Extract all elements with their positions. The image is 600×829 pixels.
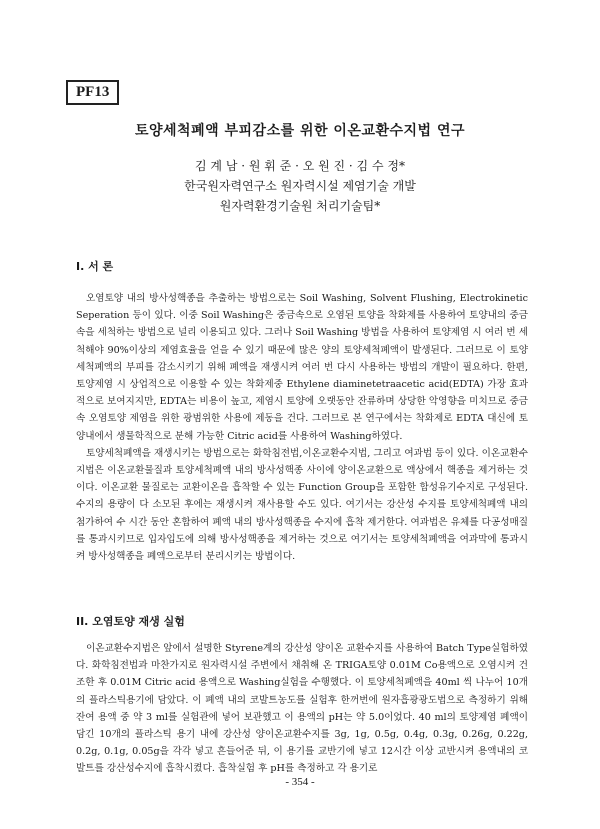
author-block	[0, 156, 600, 216]
experiment-paragraph-1: 이온교환수지법은 앞에서 설명한 Styrene계의 강산성 양이온 교환수지를 사용하여 Batch Type실험하였다. 화학침전법과 마찬가지로 원자력시설 주변에서 채취해 온 TRIGA토양 0.01M Co용액으로 오염시켜 건조한 후 0.01M Citric acid 용액으로 Washing실험을 수행했다. 이 토양세척폐액을 40ml 씩 나누어 10개의 플라스틱용기에 담았다. 이 폐액 내의 코발트농도를 실험후 한꺼번에 원자흡광광도법으로 측정하기 위해 잔여 용액 중 약 3 ml를 실험관에 넣어 보관했고 이 용액의 pH는 약 5.0이었다. 40 ml의 토양제염 폐액이 담긴 10개의 플라스틱 용기 내에 강산성 양이온교환수지를 3g, 1g, 0.5g, 0.4g, 0.3g, 0.26g, 0.22g, 0.2g, 0.1g, 0.05g을 각각 넣고 흔들어준 뒤, 이 용기를 교반기에 넣고 12시간 이상 교반시켜 용액내의 코발트를 강산성수지에 흡착시켰다. 흡착실험 후 pH를 측정하고 각 용기로	[76, 643, 528, 775]
paper-title: 토양세척폐액 부피감소를 위한 이온교환수지법 연구	[134, 123, 466, 139]
paper-code-tag: PF13	[66, 80, 119, 105]
intro-body	[76, 290, 528, 565]
section-heading-experiment: II. 오염토양 재생 실험	[76, 615, 185, 628]
page-number: - 354 -	[285, 776, 315, 788]
author-names: 김 계 남 · 원 휘 준 · 오 원 진 · 김 수 정*	[195, 159, 405, 173]
experiment-body	[76, 640, 528, 778]
affiliation-line-2: 원자력환경기술원 처리기술팀*	[219, 199, 381, 213]
intro-paragraph-1: 오염토양 내의 방사성핵종을 추출하는 방법으로는 Soil Washing, Solvent Flushing, Electrokinetic Seperation 등이 있다. 이중 Soil Washing은 중금속으로 오염된 토양을 착화제를 사용하여 토양내의 중금속을 세척하는 방법으로 널리 이용되고 있다. 그러나 Soil Washing 방법을 사용하여 토양제염 시 여러 번 세척해야 90%이상의 제염효율을 얻을 수 있기 때문에 많은 양의 토양세척폐액이 발생된다. 그러므로 이 토양세척폐액의 부피를 감소시키기 위해 폐액을 재생시켜 여러 번 다시 사용하는 방법의 개발이 필요하다. 한편,토양제염 시 상업적으로 이용할 수 있는 착화제중 Ethylene diaminetetraacetic acid(EDTA) 가장 효과적으로 보여지지만, EDTA는 비용이 높고, 제염시 토양에 오랫동안 잔류하며 상당한 악영향을 미치므로 중금속 오염토양 제염을 위한 광범위한 사용에 제동을 건다. 그러므로 본 연구에서는 착화제로 EDTA 대신에 토양내에서 생물학적으로 분해 가능한 Citric acid를 사용하여 Washing하였다.	[76, 293, 528, 442]
intro-paragraph-2: 토양세척폐액을 재생시키는 방법으로는 화학침전법,이온교환수지법, 그리고 여과법 등이 있다. 이온교환수지법은 이온교환물질과 토양세척폐액 내의 방사성핵종 사이에 양이온교환으로 액상에서 핵종을 제거하는 것이다. 이온교환 물질로는 교환이온을 흡착할 수 있는 Function Group을 포함한 합성유기수지로 구성된다. 수지의 용량이 다 소모된 후에는 재생시켜 재사용할 수도 있다. 여기서는 강산성 수지를 토양세척폐액 내의 첨가하여 수 시간 동안 혼합하여 폐액 내의 방사성핵종을 수지에 흡착 제거한다. 여과법은 유체를 다공성매질를 통과시키므로 입자입도에 의해 방사성핵종을 제거하는 것으로 여기서는 토양세척폐액을 여과막에 통과시켜 방사성핵종을 폐액으로부터 분리시키는 방법이다.	[76, 447, 528, 563]
section-heading-intro: I. 서 론	[76, 260, 114, 273]
affiliation-line-1: 한국원자력연구소 원자력시설 제염기술 개발	[184, 179, 416, 193]
